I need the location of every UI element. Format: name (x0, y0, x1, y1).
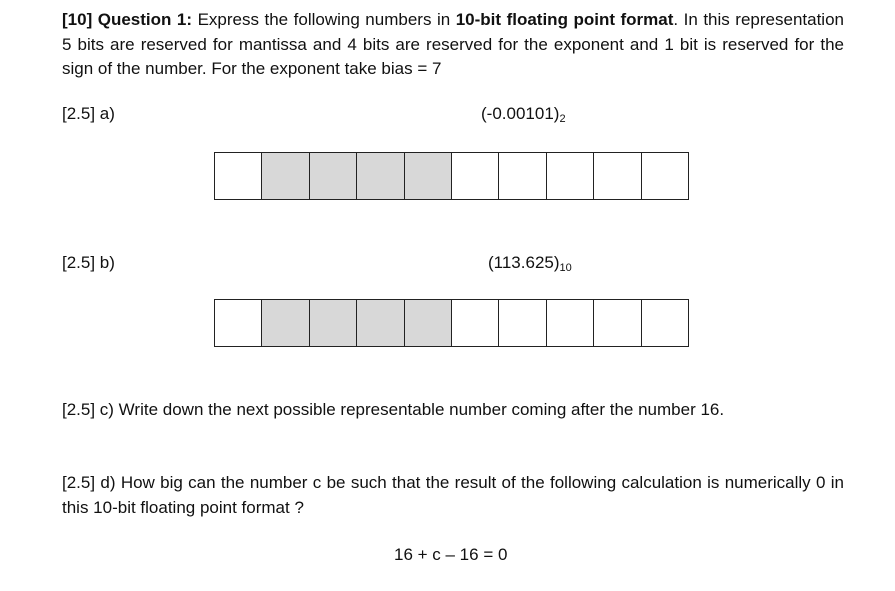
question-1-intro (62, 8, 844, 82)
part-b-bit-cell-9 (594, 300, 641, 346)
question-text-1: Express the following numbers in (192, 10, 456, 29)
part-a-bit-cell-3 (310, 153, 357, 199)
part-a-bit-boxes (214, 152, 689, 200)
part-a-number-base: 2 (559, 113, 566, 125)
question-text-2: . In this representation 5 bits are reserved for mantissa and 4 bits are reserved for the exponent and 1 bit is reserved for the sign of the number. For the exponent take bias = 7 (62, 10, 844, 78)
part-a-bit-cell-9 (594, 153, 641, 199)
part-a-bit-cell-4 (357, 153, 404, 199)
part-c-text: [2.5] c) Write down the next possible representable number coming after the number 16. (62, 400, 725, 419)
part-a-bit-cell-5 (405, 153, 452, 199)
part-b-bit-cell-2 (262, 300, 309, 346)
part-a-bit-cell-7 (499, 153, 546, 199)
part-b-bit-cell-5 (405, 300, 452, 346)
part-b-bit-boxes (214, 299, 689, 347)
part-b-bit-cell-6 (452, 300, 499, 346)
part-b-label: [2.5] b) (62, 253, 115, 272)
part-d-equation: 16 + c – 16 = 0 (394, 545, 508, 564)
part-b-bit-cell-3 (310, 300, 357, 346)
part-b-bit-cell-8 (547, 300, 594, 346)
part-d-text: [2.5] d) How big can the number c be such that the result of the following calculation is numerically 0 in this 10-bit floating point format ? (62, 473, 844, 517)
part-b-bit-cell-1 (215, 300, 262, 346)
part-a-label: [2.5] a) (62, 104, 115, 123)
part-b-bit-cell-7 (499, 300, 546, 346)
part-a-bit-cell-2 (262, 153, 309, 199)
part-b-number (488, 253, 572, 274)
question-label: Question 1: (97, 10, 193, 29)
part-a-bit-cell-6 (452, 153, 499, 199)
format-name: 10-bit floating point format (455, 10, 674, 29)
part-b-bit-cell-10 (642, 300, 688, 346)
part-a-bit-cell-10 (642, 153, 688, 199)
part-a-number (481, 104, 566, 125)
part-b-bit-cell-4 (357, 300, 404, 346)
part-b-number-base: 10 (559, 262, 572, 274)
part-a-bit-cell-8 (547, 153, 594, 199)
part-a-bit-cell-1 (215, 153, 262, 199)
part-a-number-value: (-0.00101) (481, 104, 560, 123)
part-b-number-value: (113.625) (488, 253, 560, 272)
question-points: [10] (62, 10, 93, 29)
